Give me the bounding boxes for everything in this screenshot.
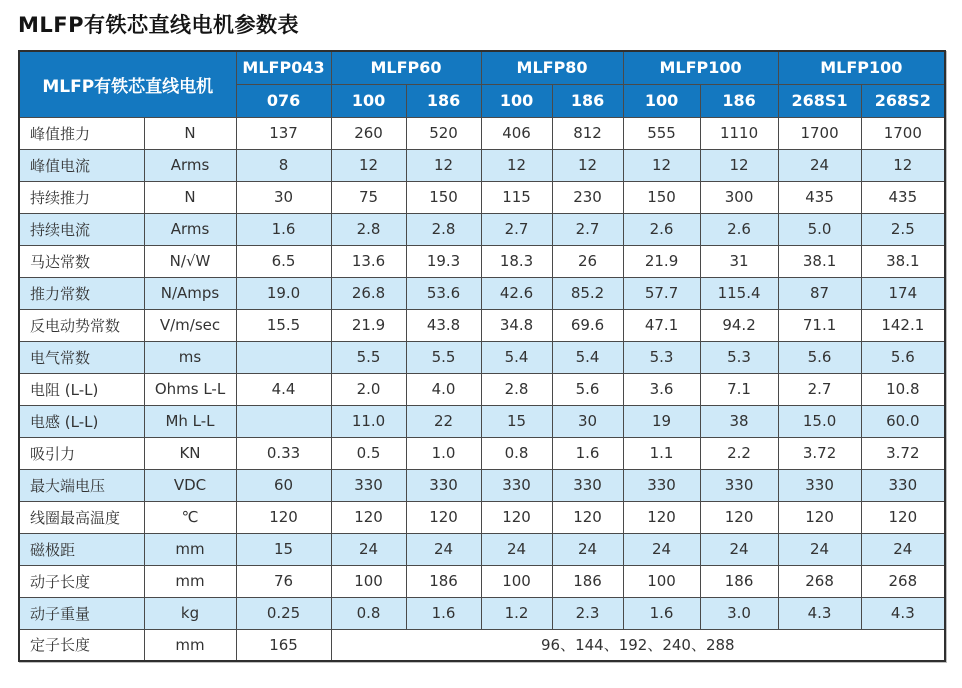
value-cell: 19.0: [236, 277, 331, 309]
value-cell: 5.5: [406, 341, 481, 373]
merged-value-cell: 96、144、192、240、288: [331, 629, 945, 661]
value-cell: 330: [481, 469, 552, 501]
param-cell: 峰值推力: [19, 117, 144, 149]
value-cell: 3.72: [778, 437, 861, 469]
value-cell: 12: [623, 149, 700, 181]
value-cell: 31: [700, 245, 778, 277]
value-cell: 5.5: [331, 341, 406, 373]
value-cell: 330: [778, 469, 861, 501]
value-cell: 435: [778, 181, 861, 213]
column-subheader: 186: [406, 84, 481, 117]
table-row: [19, 373, 945, 405]
value-cell: 120: [331, 501, 406, 533]
param-cell: 动子长度: [19, 565, 144, 597]
table-row: [19, 309, 945, 341]
value-cell: 1.6: [406, 597, 481, 629]
value-cell: 12: [861, 149, 945, 181]
value-cell: 120: [552, 501, 623, 533]
value-cell: 2.7: [778, 373, 861, 405]
value-cell: 87: [778, 277, 861, 309]
value-cell: 812: [552, 117, 623, 149]
value-cell: 300: [700, 181, 778, 213]
value-cell: [236, 341, 331, 373]
value-cell: 5.6: [778, 341, 861, 373]
motor-parameter-table: [18, 50, 946, 662]
value-cell: 165: [236, 629, 331, 661]
unit-cell: V/m/sec: [144, 309, 236, 341]
value-cell: 150: [406, 181, 481, 213]
value-cell: 0.8: [331, 597, 406, 629]
value-cell: 186: [700, 565, 778, 597]
value-cell: 12: [406, 149, 481, 181]
value-cell: 94.2: [700, 309, 778, 341]
value-cell: 260: [331, 117, 406, 149]
value-cell: 100: [623, 565, 700, 597]
table-row: [19, 629, 945, 661]
value-cell: 18.3: [481, 245, 552, 277]
value-cell: 1.6: [552, 437, 623, 469]
table-header: [19, 51, 945, 117]
value-cell: 19: [623, 405, 700, 437]
param-cell: 线圈最高温度: [19, 501, 144, 533]
value-cell: 2.5: [861, 213, 945, 245]
value-cell: 120: [481, 501, 552, 533]
value-cell: 8: [236, 149, 331, 181]
table-row: [19, 533, 945, 565]
value-cell: 2.0: [331, 373, 406, 405]
value-cell: 5.0: [778, 213, 861, 245]
value-cell: 3.6: [623, 373, 700, 405]
value-cell: 4.3: [861, 597, 945, 629]
value-cell: 4.4: [236, 373, 331, 405]
value-cell: 5.4: [481, 341, 552, 373]
column-subheader: 076: [236, 84, 331, 117]
value-cell: 38: [700, 405, 778, 437]
value-cell: 2.8: [406, 213, 481, 245]
table-row: [19, 565, 945, 597]
unit-cell: kg: [144, 597, 236, 629]
param-cell: 吸引力: [19, 437, 144, 469]
param-cell: 电阻 (L-L): [19, 373, 144, 405]
table-corner-label: MLFP有铁芯直线电机: [19, 51, 236, 117]
value-cell: 24: [778, 149, 861, 181]
column-subheader: 186: [700, 84, 778, 117]
value-cell: 330: [406, 469, 481, 501]
param-cell: 反电动势常数: [19, 309, 144, 341]
value-cell: 24: [700, 533, 778, 565]
value-cell: 15: [236, 533, 331, 565]
value-cell: 15.5: [236, 309, 331, 341]
value-cell: 6.5: [236, 245, 331, 277]
value-cell: 24: [623, 533, 700, 565]
value-cell: 2.8: [331, 213, 406, 245]
column-subheader: 268S1: [778, 84, 861, 117]
value-cell: 1.6: [623, 597, 700, 629]
column-subheader: 268S2: [861, 84, 945, 117]
value-cell: 330: [700, 469, 778, 501]
column-subheader: 100: [623, 84, 700, 117]
table-row: [19, 181, 945, 213]
unit-cell: Arms: [144, 149, 236, 181]
value-cell: 115: [481, 181, 552, 213]
value-cell: 0.8: [481, 437, 552, 469]
value-cell: 1700: [861, 117, 945, 149]
param-cell: 推力常数: [19, 277, 144, 309]
value-cell: 24: [406, 533, 481, 565]
value-cell: 5.4: [552, 341, 623, 373]
value-cell: 520: [406, 117, 481, 149]
value-cell: 24: [481, 533, 552, 565]
column-group-header: MLFP60: [331, 51, 481, 84]
value-cell: 3.0: [700, 597, 778, 629]
table-row: [19, 117, 945, 149]
value-cell: 1700: [778, 117, 861, 149]
value-cell: 0.5: [331, 437, 406, 469]
table-row: [19, 469, 945, 501]
value-cell: 1.6: [236, 213, 331, 245]
value-cell: 19.3: [406, 245, 481, 277]
value-cell: 60: [236, 469, 331, 501]
value-cell: 11.0: [331, 405, 406, 437]
value-cell: 10.8: [861, 373, 945, 405]
unit-cell: VDC: [144, 469, 236, 501]
value-cell: 1.0: [406, 437, 481, 469]
value-cell: 24: [861, 533, 945, 565]
table-row: [19, 213, 945, 245]
value-cell: 186: [406, 565, 481, 597]
column-group-header: MLFP80: [481, 51, 623, 84]
value-cell: 24: [552, 533, 623, 565]
table-row: [19, 405, 945, 437]
value-cell: 21.9: [623, 245, 700, 277]
value-cell: 120: [861, 501, 945, 533]
value-cell: 2.2: [700, 437, 778, 469]
value-cell: 1110: [700, 117, 778, 149]
value-cell: 15.0: [778, 405, 861, 437]
value-cell: 30: [552, 405, 623, 437]
value-cell: 24: [778, 533, 861, 565]
value-cell: 24: [331, 533, 406, 565]
param-cell: 磁极距: [19, 533, 144, 565]
unit-cell: mm: [144, 629, 236, 661]
value-cell: 21.9: [331, 309, 406, 341]
value-cell: 435: [861, 181, 945, 213]
value-cell: 1.2: [481, 597, 552, 629]
value-cell: 3.72: [861, 437, 945, 469]
value-cell: 85.2: [552, 277, 623, 309]
value-cell: 115.4: [700, 277, 778, 309]
value-cell: 13.6: [331, 245, 406, 277]
value-cell: 12: [331, 149, 406, 181]
value-cell: 406: [481, 117, 552, 149]
value-cell: 1.1: [623, 437, 700, 469]
value-cell: 4.0: [406, 373, 481, 405]
value-cell: 4.3: [778, 597, 861, 629]
value-cell: 5.6: [861, 341, 945, 373]
value-cell: 330: [861, 469, 945, 501]
value-cell: [236, 405, 331, 437]
value-cell: 5.6: [552, 373, 623, 405]
unit-cell: N/Amps: [144, 277, 236, 309]
table-row: [19, 437, 945, 469]
value-cell: 5.3: [623, 341, 700, 373]
value-cell: 71.1: [778, 309, 861, 341]
value-cell: 230: [552, 181, 623, 213]
value-cell: 2.7: [481, 213, 552, 245]
table-row: [19, 245, 945, 277]
page-title: MLFP有铁芯直线电机参数表: [18, 13, 300, 37]
value-cell: 174: [861, 277, 945, 309]
value-cell: 120: [236, 501, 331, 533]
value-cell: 137: [236, 117, 331, 149]
unit-cell: mm: [144, 565, 236, 597]
param-cell: 马达常数: [19, 245, 144, 277]
value-cell: 120: [778, 501, 861, 533]
value-cell: 38.1: [778, 245, 861, 277]
value-cell: 60.0: [861, 405, 945, 437]
value-cell: 69.6: [552, 309, 623, 341]
value-cell: 15: [481, 405, 552, 437]
unit-cell: Arms: [144, 213, 236, 245]
value-cell: 120: [700, 501, 778, 533]
param-cell: 动子重量: [19, 597, 144, 629]
unit-cell: ms: [144, 341, 236, 373]
column-subheader: 100: [331, 84, 406, 117]
value-cell: 38.1: [861, 245, 945, 277]
value-cell: 76: [236, 565, 331, 597]
unit-cell: N: [144, 181, 236, 213]
unit-cell: mm: [144, 533, 236, 565]
value-cell: 5.3: [700, 341, 778, 373]
value-cell: 26: [552, 245, 623, 277]
value-cell: 43.8: [406, 309, 481, 341]
value-cell: 150: [623, 181, 700, 213]
param-cell: 电感 (L-L): [19, 405, 144, 437]
value-cell: 330: [331, 469, 406, 501]
value-cell: 75: [331, 181, 406, 213]
value-cell: 30: [236, 181, 331, 213]
value-cell: 2.8: [481, 373, 552, 405]
unit-cell: Ohms L-L: [144, 373, 236, 405]
value-cell: 555: [623, 117, 700, 149]
param-cell: 持续电流: [19, 213, 144, 245]
column-subheader: 100: [481, 84, 552, 117]
value-cell: 2.7: [552, 213, 623, 245]
value-cell: 57.7: [623, 277, 700, 309]
param-cell: 定子长度: [19, 629, 144, 661]
unit-cell: Mh L-L: [144, 405, 236, 437]
value-cell: 7.1: [700, 373, 778, 405]
column-group-header: MLFP100: [623, 51, 778, 84]
value-cell: 268: [778, 565, 861, 597]
value-cell: 42.6: [481, 277, 552, 309]
value-cell: 47.1: [623, 309, 700, 341]
value-cell: 100: [331, 565, 406, 597]
table-row: [19, 501, 945, 533]
value-cell: 2.6: [623, 213, 700, 245]
param-cell: 电气常数: [19, 341, 144, 373]
value-cell: 12: [700, 149, 778, 181]
value-cell: 120: [406, 501, 481, 533]
value-cell: 330: [623, 469, 700, 501]
table-row: [19, 341, 945, 373]
value-cell: 100: [481, 565, 552, 597]
param-cell: 持续推力: [19, 181, 144, 213]
value-cell: 186: [552, 565, 623, 597]
value-cell: 142.1: [861, 309, 945, 341]
value-cell: 268: [861, 565, 945, 597]
table-row: [19, 597, 945, 629]
value-cell: 2.3: [552, 597, 623, 629]
column-subheader: 186: [552, 84, 623, 117]
unit-cell: ℃: [144, 501, 236, 533]
param-cell: 峰值电流: [19, 149, 144, 181]
value-cell: 26.8: [331, 277, 406, 309]
value-cell: 22: [406, 405, 481, 437]
unit-cell: KN: [144, 437, 236, 469]
value-cell: 53.6: [406, 277, 481, 309]
table-body: [19, 117, 945, 661]
value-cell: 2.6: [700, 213, 778, 245]
table-row: [19, 277, 945, 309]
column-group-header: MLFP043: [236, 51, 331, 84]
value-cell: 0.25: [236, 597, 331, 629]
value-cell: 34.8: [481, 309, 552, 341]
value-cell: 120: [623, 501, 700, 533]
value-cell: 0.33: [236, 437, 331, 469]
value-cell: 12: [552, 149, 623, 181]
column-group-header: MLFP100: [778, 51, 945, 84]
value-cell: 12: [481, 149, 552, 181]
value-cell: 330: [552, 469, 623, 501]
unit-cell: N: [144, 117, 236, 149]
param-cell: 最大端电压: [19, 469, 144, 501]
table-row: [19, 149, 945, 181]
unit-cell: N/√W: [144, 245, 236, 277]
